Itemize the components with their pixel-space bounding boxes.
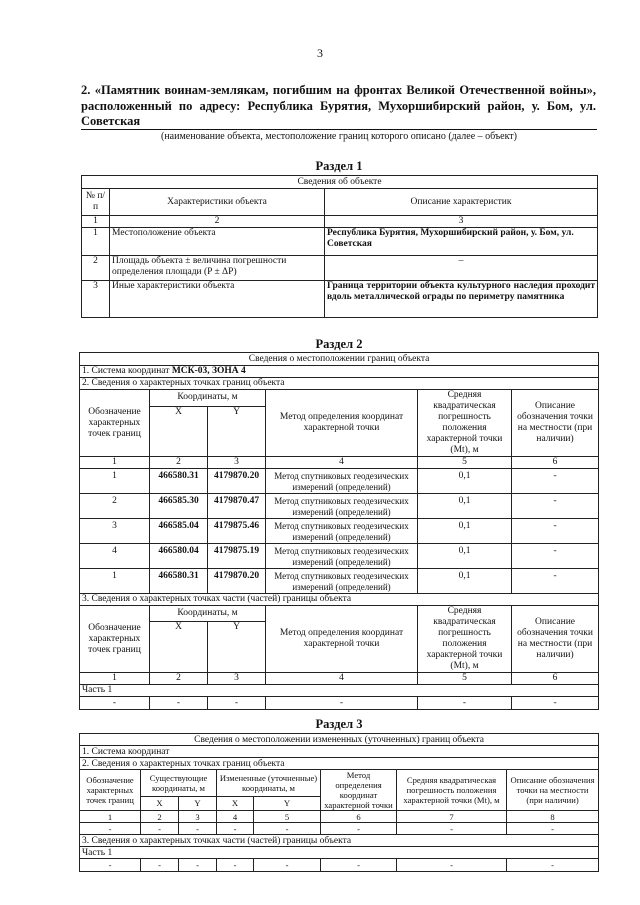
header-method: Метод определения координат характерной точки bbox=[266, 390, 418, 457]
table-row bbox=[82, 281, 598, 318]
header-y: Y bbox=[208, 406, 266, 456]
empty-cell: - bbox=[179, 859, 217, 872]
point-method: Метод спутниковых геодезических измерений (определений) bbox=[266, 469, 418, 494]
col-number: 2 bbox=[141, 811, 179, 823]
point-error: 0,1 bbox=[418, 544, 512, 569]
col-number: 2 bbox=[150, 673, 208, 685]
empty-cell: - bbox=[397, 823, 507, 835]
row-value: Граница территории объекта культурного наследия проходит вдоль металлической ограды по периметру памятника bbox=[325, 281, 598, 318]
point-method: Метод спутниковых геодезических измерений (определений) bbox=[266, 544, 418, 569]
empty-cell: - bbox=[141, 859, 179, 872]
row-name: Местоположение объекта bbox=[110, 228, 325, 256]
point-y: 4179870.20 bbox=[208, 569, 266, 594]
header-existing-coords: Существующие координаты, м bbox=[141, 770, 217, 797]
col-number: 6 bbox=[512, 673, 599, 685]
header-method: Метод определения координат характерной точки bbox=[321, 770, 397, 811]
row-name: Иные характеристики объекта bbox=[110, 281, 325, 318]
point-id: 1 bbox=[80, 469, 150, 494]
header-designation: Обозначение характерных точек границ bbox=[80, 606, 150, 673]
header-description: Описание обозначения точки на местности (при наличии) bbox=[512, 606, 599, 673]
empty-cell: - bbox=[512, 697, 599, 710]
point-error: 0,1 bbox=[418, 469, 512, 494]
header-number: № п/п bbox=[82, 189, 110, 216]
row-value: – bbox=[325, 256, 598, 281]
empty-cell: - bbox=[80, 823, 141, 835]
table-row bbox=[80, 519, 599, 544]
point-description: - bbox=[512, 519, 599, 544]
header-method: Метод определения координат характерной точки bbox=[266, 606, 418, 673]
row-name: Площадь объекта ± величина погрешности определения площади (P ± ΔP) bbox=[110, 256, 325, 281]
row-number: 3 bbox=[82, 281, 110, 318]
col-number: 4 bbox=[266, 673, 418, 685]
point-method: Метод спутниковых геодезических измерений (определений) bbox=[266, 569, 418, 594]
header-x: X bbox=[150, 406, 208, 456]
point-id: 1 bbox=[80, 569, 150, 594]
point-x: 466580.31 bbox=[150, 469, 208, 494]
empty-cell: - bbox=[150, 697, 208, 710]
title-caption: (наименование объекта, местоположение границ которого описано (далее – объект) bbox=[160, 131, 518, 142]
header-coords: Координаты, м bbox=[150, 606, 266, 622]
empty-cell: - bbox=[507, 859, 599, 872]
empty-cell: - bbox=[266, 697, 418, 710]
col-number: 7 bbox=[397, 811, 507, 823]
point-x: 466580.31 bbox=[150, 569, 208, 594]
col-number: 8 bbox=[507, 811, 599, 823]
coord-system bbox=[80, 366, 599, 378]
point-description: - bbox=[512, 544, 599, 569]
col-number: 6 bbox=[321, 811, 397, 823]
row-number: 1 bbox=[82, 228, 110, 256]
header-characteristic: Характеристики объекта bbox=[110, 189, 325, 216]
table-title: Сведения о местоположении измененных (уточненных) границ объекта bbox=[80, 734, 599, 746]
point-y: 4179870.20 bbox=[208, 469, 266, 494]
header-changed-coords: Измененные (уточненные) координаты, м bbox=[217, 770, 321, 797]
coord-system-label: 1. Система координат bbox=[82, 366, 172, 376]
point-description: - bbox=[512, 494, 599, 519]
col-number: 1 bbox=[80, 811, 141, 823]
point-id: 4 bbox=[80, 544, 150, 569]
col-number: 3 bbox=[179, 811, 217, 823]
table-row bbox=[80, 544, 599, 569]
object-info-table bbox=[81, 175, 598, 318]
points-title: 2. Сведения о характерных точках границ объекта bbox=[80, 378, 599, 390]
col-number: 5 bbox=[418, 457, 512, 469]
col-number: 5 bbox=[254, 811, 321, 823]
header-x: X bbox=[141, 796, 179, 810]
point-y: 4179875.19 bbox=[208, 544, 266, 569]
header-coords: Координаты, м bbox=[150, 390, 266, 407]
empty-cell: - bbox=[321, 859, 397, 872]
empty-cell: - bbox=[217, 823, 254, 835]
col-number: 6 bbox=[512, 457, 599, 469]
row-number: 2 bbox=[82, 256, 110, 281]
point-error: 0,1 bbox=[418, 519, 512, 544]
point-method: Метод спутниковых геодезических измерений (определений) bbox=[266, 519, 418, 544]
document-title: 2. «Памятник воинам-землякам, погибшим на фронтах Великой Отечественной войны», расположенный по адресу: Республика Бурятия, Мухоршибирский район, у. Бом, ул. Советская bbox=[81, 83, 596, 128]
header-description: Описание обозначения точки на местности (при наличии) bbox=[507, 770, 599, 811]
point-y: 4179870.47 bbox=[208, 494, 266, 519]
coord-system-value: МСК-03, ЗОНА 4 bbox=[171, 366, 246, 376]
header-description: Описание обозначения точки на местности (при наличии) bbox=[512, 390, 599, 457]
section3-heading: Раздел 3 bbox=[315, 717, 363, 731]
header-description: Описание характеристик bbox=[325, 189, 598, 216]
part-label: Часть 1 bbox=[80, 847, 599, 859]
point-y: 4179875.46 bbox=[208, 519, 266, 544]
header-x: X bbox=[217, 796, 254, 810]
header-y: Y bbox=[254, 796, 321, 810]
page-number: 3 bbox=[317, 46, 323, 60]
row-value: Республика Бурятия, Мухоршибирский район, у. Бом, ул. Советская bbox=[325, 228, 598, 256]
boundary-location-table bbox=[79, 352, 599, 710]
col-number: 3 bbox=[208, 673, 266, 685]
col-number: 1 bbox=[82, 216, 110, 228]
point-x: 466585.04 bbox=[150, 519, 208, 544]
col-number: 2 bbox=[150, 457, 208, 469]
header-error: Средняя квадратическая погрешность положения характерной точки (Mt), м bbox=[418, 390, 512, 457]
table-title: Сведения о местоположении границ объекта bbox=[80, 353, 599, 366]
col-number: 3 bbox=[208, 457, 266, 469]
empty-cell: - bbox=[254, 823, 321, 835]
table-row bbox=[80, 569, 599, 594]
col-number: 4 bbox=[217, 811, 254, 823]
empty-cell: - bbox=[80, 859, 141, 872]
empty-cell: - bbox=[217, 859, 254, 872]
table-row bbox=[80, 469, 599, 494]
title-underline bbox=[81, 129, 597, 130]
col-number: 5 bbox=[418, 673, 512, 685]
empty-cell: - bbox=[208, 697, 266, 710]
col-number: 4 bbox=[266, 457, 418, 469]
section1-heading: Раздел 1 bbox=[315, 159, 363, 173]
changed-boundary-table bbox=[79, 733, 599, 872]
table-row bbox=[80, 494, 599, 519]
point-method: Метод спутниковых геодезических измерений (определений) bbox=[266, 494, 418, 519]
point-description: - bbox=[512, 469, 599, 494]
header-error: Средняя квадратическая погрешность положения характерной точки (Mt), м bbox=[397, 770, 507, 811]
points-title: 2. Сведения о характерных точках границ объекта bbox=[80, 758, 599, 770]
col-number: 1 bbox=[80, 673, 150, 685]
empty-cell: - bbox=[254, 859, 321, 872]
empty-cell: - bbox=[418, 697, 512, 710]
header-y: Y bbox=[179, 796, 217, 810]
point-error: 0,1 bbox=[418, 569, 512, 594]
part-label: Часть 1 bbox=[80, 685, 599, 697]
col-number: 1 bbox=[80, 457, 150, 469]
table-row bbox=[82, 228, 598, 256]
col-number: 3 bbox=[325, 216, 598, 228]
header-designation: Обозначение характерных точек границ bbox=[80, 390, 150, 457]
section2-heading: Раздел 2 bbox=[315, 337, 363, 351]
parts-title: 3. Сведения о характерных точках части (частей) границы объекта bbox=[80, 594, 599, 606]
empty-cell: - bbox=[397, 859, 507, 872]
point-error: 0,1 bbox=[418, 494, 512, 519]
empty-cell: - bbox=[179, 823, 217, 835]
empty-cell: - bbox=[80, 697, 150, 710]
col-number: 2 bbox=[110, 216, 325, 228]
header-designation: Обозначение характерных точек границ bbox=[80, 770, 141, 811]
header-x: X bbox=[150, 622, 208, 673]
empty-cell: - bbox=[321, 823, 397, 835]
point-id: 2 bbox=[80, 494, 150, 519]
table-title: Сведения об объекте bbox=[82, 176, 598, 189]
point-x: 466585.30 bbox=[150, 494, 208, 519]
coord-system: 1. Система координат bbox=[80, 746, 599, 758]
point-id: 3 bbox=[80, 519, 150, 544]
empty-cell: - bbox=[141, 823, 179, 835]
empty-cell: - bbox=[507, 823, 599, 835]
parts-title: 3. Сведения о характерных точках части (частей) границы объекта bbox=[80, 835, 599, 847]
point-description: - bbox=[512, 569, 599, 594]
point-x: 466580.04 bbox=[150, 544, 208, 569]
header-error: Средняя квадратическая погрешность положения характерной точки (Mt), м bbox=[418, 606, 512, 673]
table-row bbox=[82, 256, 598, 281]
header-y: Y bbox=[208, 622, 266, 673]
